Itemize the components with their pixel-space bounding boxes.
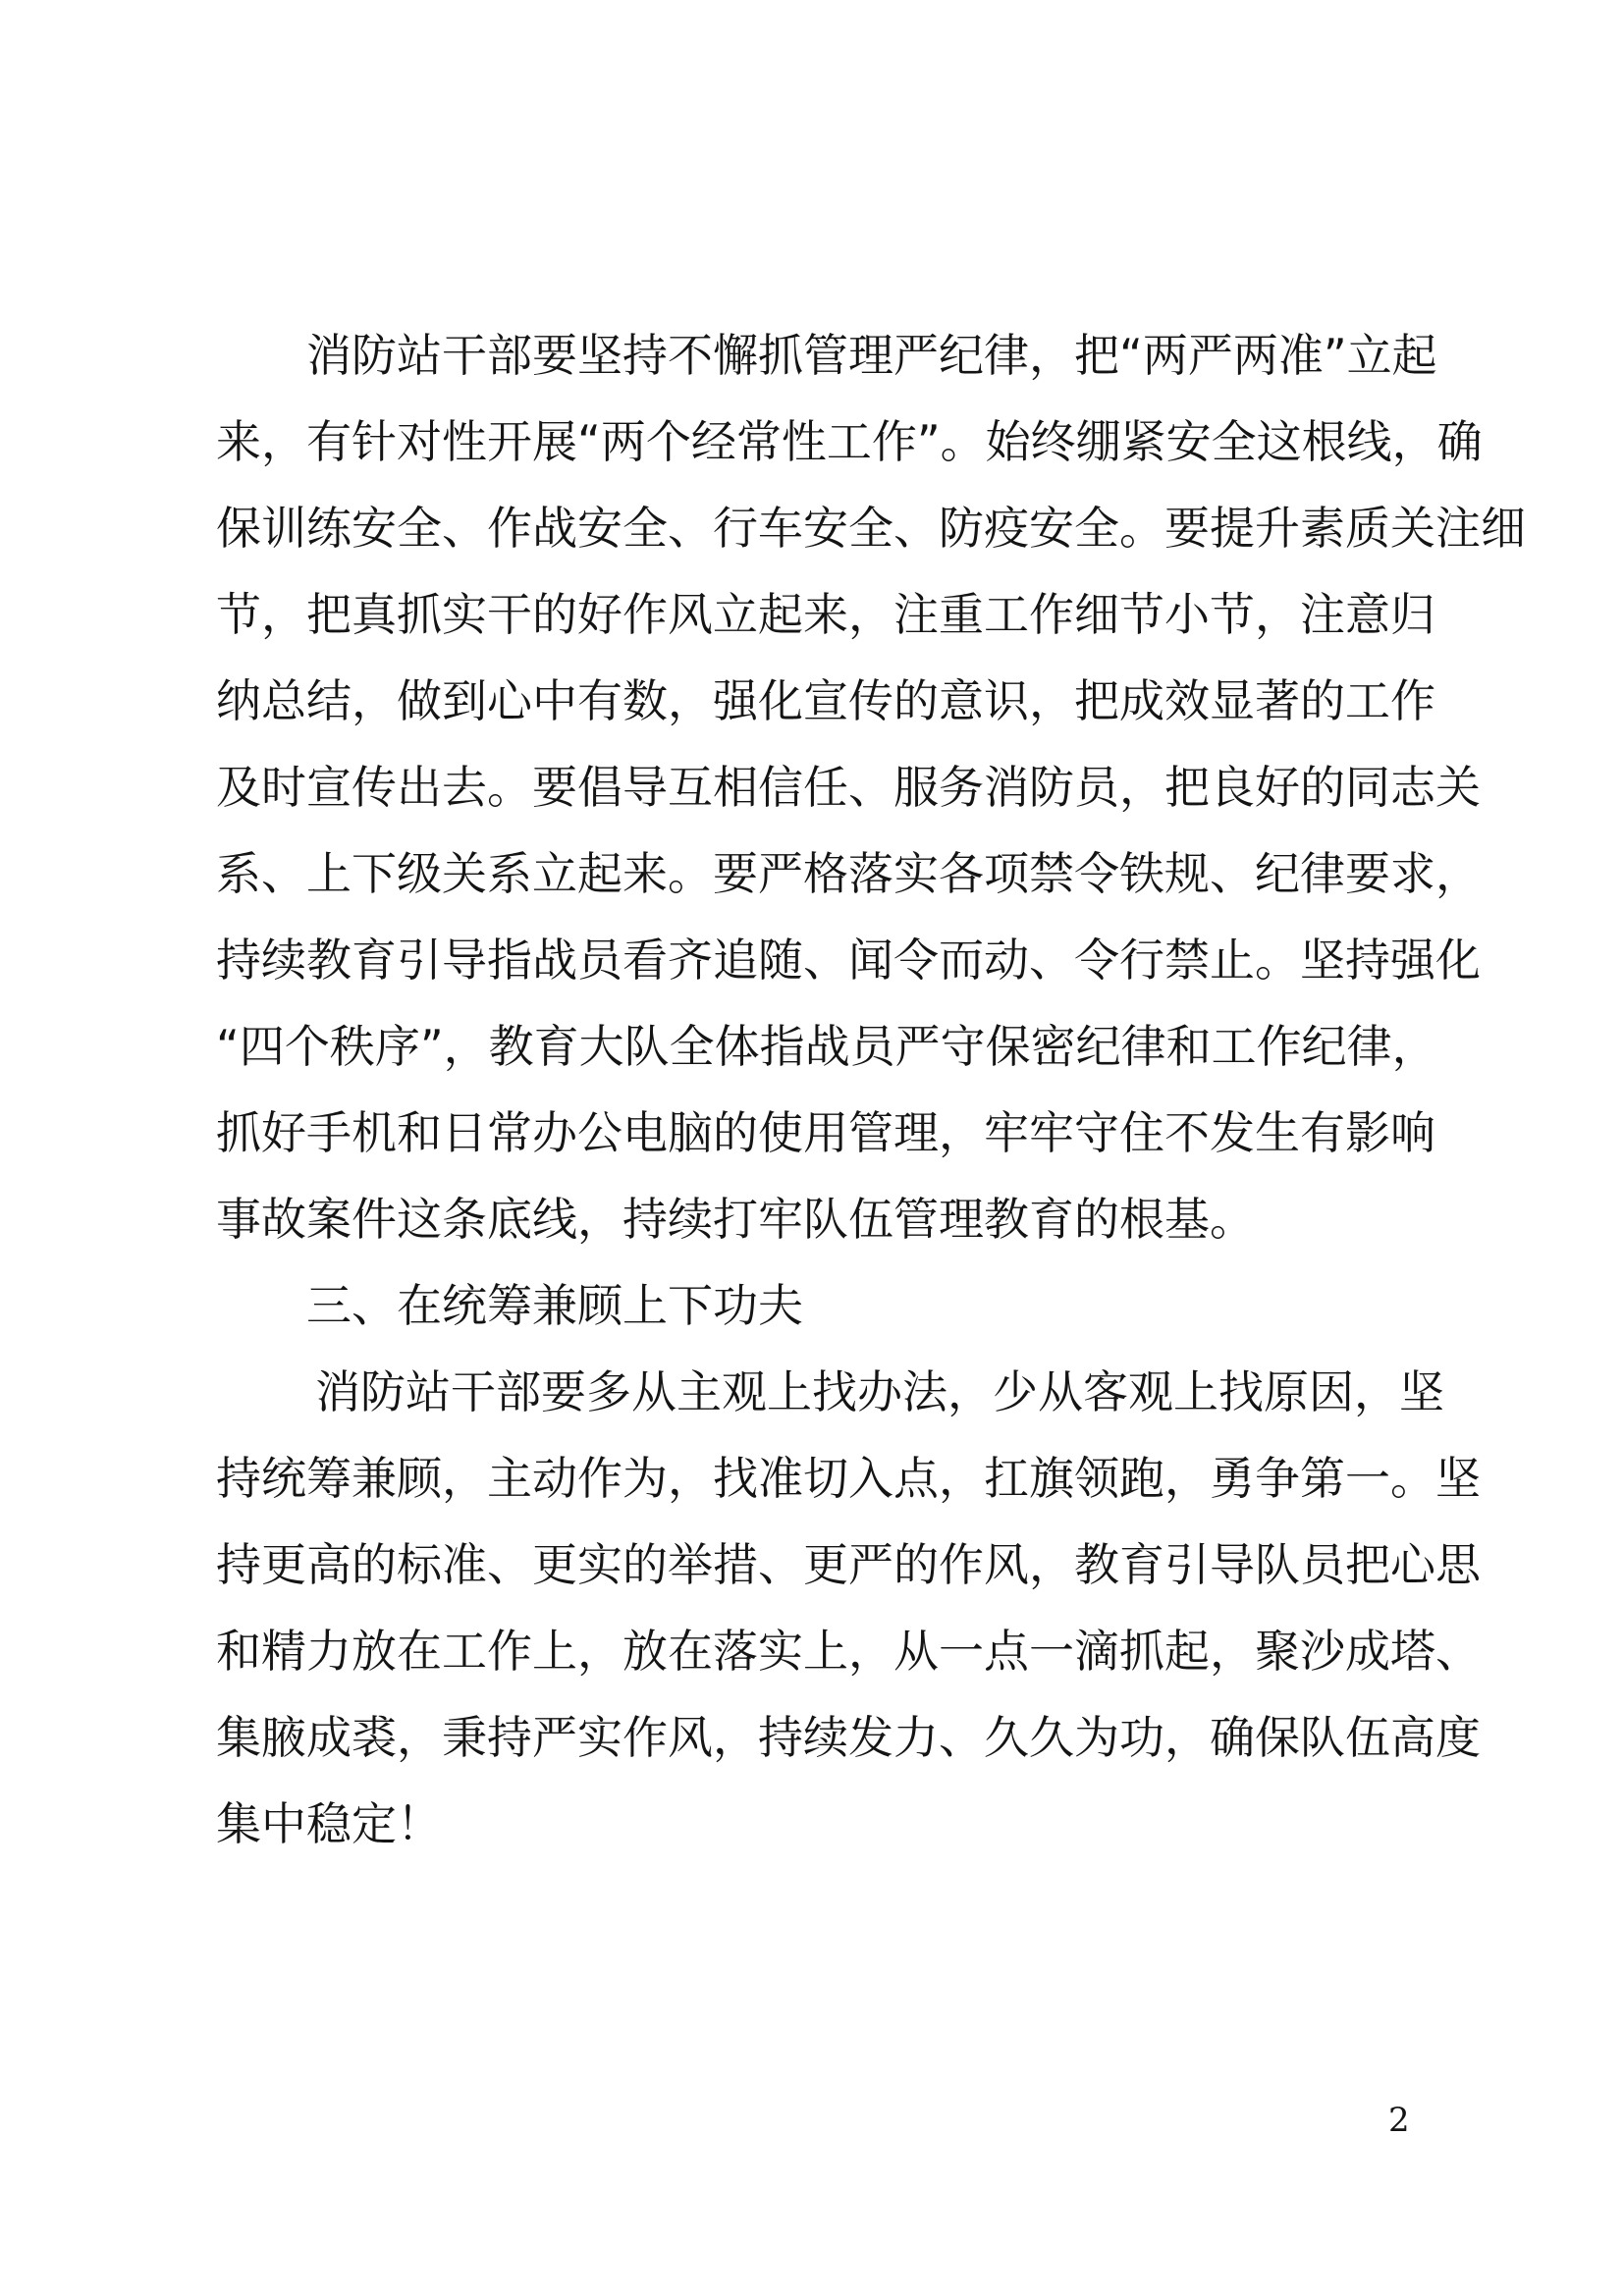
paragraph-line: 抓好手机和日常办公电脑的使用管理，牢牢守住不发生有影响	[216, 1106, 1435, 1159]
document-body	[216, 312, 1526, 1867]
paragraph-line: 保训练安全、作战安全、行车安全、防疫安全。要提升素质关注细	[216, 502, 1526, 555]
paragraph-line: 持更高的标准、更实的举措、更严的作风，教育引导队员把心思	[216, 1538, 1481, 1591]
section-heading: 三、在统筹兼顾上下功夫	[306, 1279, 803, 1332]
paragraph-line: 来，有针对性开展“两个经常性工作”。始终绷紧安全这根线，确	[216, 415, 1483, 468]
paragraph-line: 系、上下级关系立起来。要严格落实各项禁令铁规、纪律要求，	[216, 847, 1481, 900]
paragraph-line: 持续教育引导指战员看齐追随、闻令而动、令行禁止。坚持强化	[216, 934, 1481, 987]
page-number: 2	[1388, 2101, 1410, 2140]
paragraph-line: 消防站干部要坚持不懈抓管理严纪律，把“两严两准”立起	[306, 329, 1437, 382]
paragraph-line: 纳总结，做到心中有数，强化宣传的意识，把成效显著的工作	[216, 674, 1435, 727]
paragraph-line: 和精力放在工作上，放在落实上，从一点一滴抓起，聚沙成塔、	[216, 1625, 1481, 1678]
paragraph-line: 事故案件这条底线，持续打牢队伍管理教育的根基。	[216, 1193, 1255, 1246]
paragraph-line: “四个秩序”，教育大队全体指战员严守保密纪律和工作纪律，	[216, 1020, 1437, 1073]
paragraph-line: 持统筹兼顾，主动作为，找准切入点，扛旗领跑，勇争第一。坚	[216, 1452, 1481, 1505]
paragraph-line: 集腋成裘，秉持严实作风，持续发力、久久为功，确保队伍高度	[216, 1711, 1481, 1764]
paragraph-line: 节，把真抓实干的好作风立起来，注重工作细节小节，注意归	[216, 588, 1435, 641]
paragraph-line: 消防站干部要多从主观上找办法，少从客观上找原因，坚	[315, 1365, 1444, 1418]
paragraph-line: 及时宣传出去。要倡导互相信任、服务消防员，把良好的同志关	[216, 761, 1481, 814]
paragraph-line: 集中稳定！	[216, 1797, 442, 1850]
